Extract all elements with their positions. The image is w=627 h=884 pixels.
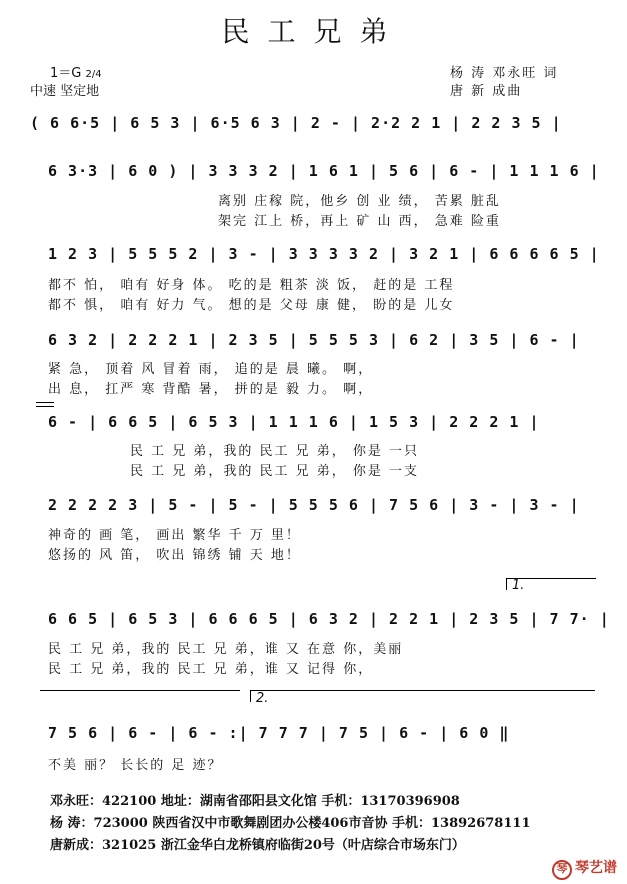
contact-line-1: 邓永旺：422100 地址：湖南省邵阳县文化馆 手机：13170396908 (50, 794, 460, 809)
repeat-mark (36, 402, 54, 403)
notation-line-1: ( 6 6·5 | 6 5 3 | 6·5 6 3 | 2 - | 2·2 2 1 | 2 2 3 5 | (30, 114, 562, 132)
lyric-line-2b: 架完 江上 桥，再上 矿 山 西， 急难 险重 (218, 214, 501, 229)
lyric-line-6a: 神奇的 画 笔， 画出 繁华 千 万 里！ (48, 528, 301, 543)
watermark-logo: 琴 琴艺谱 (552, 857, 617, 880)
volta-bracket-edge (506, 578, 507, 590)
notation-line-4: 6 3 2 | 2 2 2 1 | 2 3 5 | 5 5 5 3 | 6 2 | 3 5 | 6 - | (48, 331, 580, 349)
time-signature: 2/4 (85, 69, 102, 80)
contact-line-3: 唐新成：321025 浙江金华白龙桥镇府临街20号（叶店综合市场东门） (50, 838, 465, 853)
repeat-mark (36, 406, 54, 407)
lyric-line-4a: 紧 急， 顶着 风 冒着 雨， 追的是 晨 曦。 啊， (48, 362, 374, 377)
notation-line-8: 7 5 6 | 6 - | 6 - :| 7 7 7 | 7 5 | 6 - | 6 0 ‖ (48, 724, 510, 742)
lyric-line-6b: 悠扬的 风 笛， 吹出 锦绣 铺 天 地！ (48, 548, 301, 563)
notation-line-3: 1 2 3 | 5 5 5 2 | 3 - | 3 3 3 3 2 | 3 2 1 | 6 6 6 6 5 | (48, 245, 600, 263)
qinyipu-logo-icon: 琴 (552, 860, 572, 880)
notation-line-7: 6 6 5 | 6 5 3 | 6 6 6 5 | 6 3 2 | 2 2 1 | 2 3 5 | 7 7· | (48, 610, 610, 628)
key-signature: 1＝G 2/4 (50, 66, 102, 81)
volta-1-label: 1. (512, 578, 525, 593)
notation-line-5: 6 - | 6 6 5 | 6 5 3 | 1 1 1 6 | 1 5 3 | 2 2 2 1 | (48, 413, 540, 431)
volta-bracket-2 (250, 690, 595, 691)
notation-line-2: 6 3·3 | 6 0 ) | 3 3 3 2 | 1 6 1 | 5 6 | 6 - | 1 1 1 6 | (48, 162, 600, 180)
lyric-line-8a: 不美 丽？ 长长的 足 迹？ (48, 758, 223, 773)
song-title: 民工兄弟 (221, 15, 406, 48)
lyric-line-5b: 民 工 兄 弟，我的 民工 兄 弟， 你是 一支 (130, 464, 420, 479)
lyric-line-3a: 都不 怕， 咱有 好身 体。 吃的是 粗茶 淡 饭， 赶的是 工程 (48, 278, 455, 293)
composer-credit: 唐 新 成曲 (450, 84, 523, 99)
volta-line (40, 690, 240, 691)
lyric-line-3b: 都不 惧， 咱有 好力 气。 想的是 父母 康 健， 盼的是 儿女 (48, 298, 455, 313)
notation-line-6: 2 2 2 2 3 | 5 - | 5 - | 5 5 5 6 | 7 5 6 | 3 - | 3 - | (48, 496, 580, 514)
tempo-marking: 中速 坚定地 (30, 84, 100, 99)
lyricist-credit: 杨 涛 邓永旺 词 (450, 66, 559, 81)
lyric-line-2a: 离别 庄稼 院，他乡 创 业 绩， 苦累 脏乱 (218, 194, 501, 209)
lyric-line-7b: 民 工 兄 弟，我的 民工 兄 弟，谁 又 记得 你， (48, 662, 374, 677)
volta-2-label: 2. (256, 691, 269, 706)
volta-bracket-edge (250, 690, 251, 702)
lyric-line-4b: 出 息， 扛严 寒 背酷 暑， 拼的是 毅 力。 啊， (48, 382, 374, 397)
contact-line-2: 杨 涛：723000 陕西省汉中市歌舞剧团办公楼406市音协 手机：13892678111 (50, 816, 531, 831)
lyric-line-5a: 民 工 兄 弟，我的 民工 兄 弟， 你是 一只 (130, 444, 420, 459)
lyric-line-7a: 民 工 兄 弟，我的 民工 兄 弟，谁 又 在意 你，美丽 (48, 642, 404, 657)
